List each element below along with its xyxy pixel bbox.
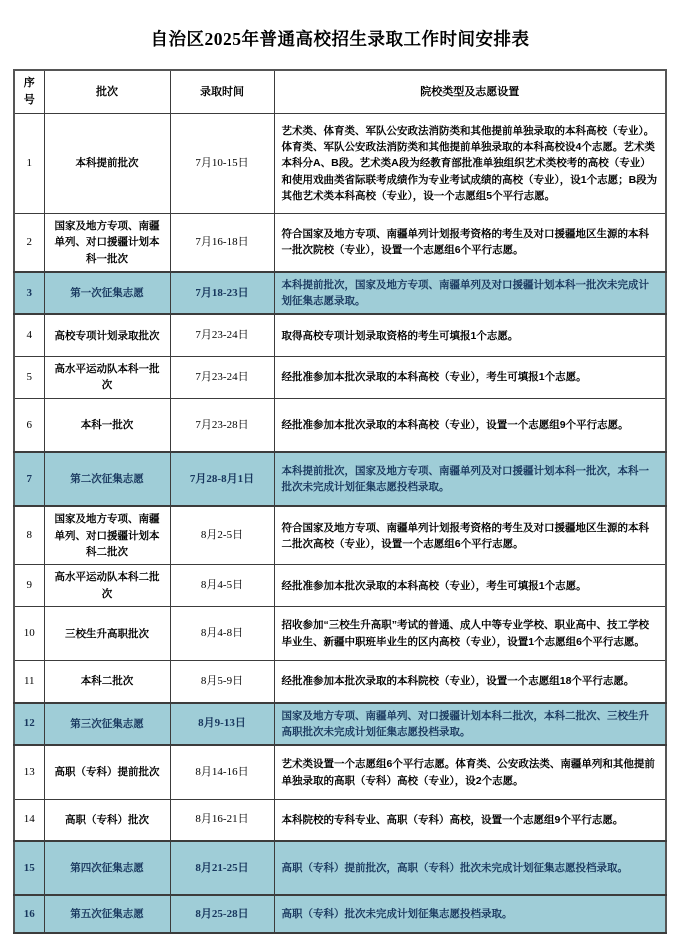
- row-number: 14: [14, 799, 44, 841]
- col-header-batch: 批次: [44, 70, 170, 114]
- batch-name: 三校生升高职批次: [44, 607, 170, 661]
- admission-time: 8月21-25日: [170, 841, 274, 895]
- col-header-type: 院校类型及志愿设置: [274, 70, 666, 114]
- row-number: 12: [14, 703, 44, 746]
- table-row: [14, 506, 666, 564]
- row-number: 1: [14, 114, 44, 214]
- admission-time: 7月18-23日: [170, 272, 274, 315]
- table-row: [14, 356, 666, 398]
- table-row: [14, 565, 666, 607]
- batch-name: 本科一批次: [44, 398, 170, 452]
- batch-name: 国家及地方专项、南疆单列、对口援疆计划本科二批次: [44, 506, 170, 564]
- admission-time: 7月23-24日: [170, 314, 274, 356]
- table-row: [14, 314, 666, 356]
- batch-name: 高职（专科）提前批次: [44, 745, 170, 799]
- row-number: 2: [14, 214, 44, 272]
- admission-time: 7月23-28日: [170, 398, 274, 452]
- batch-description: 经批准参加本批次录取的本科高校（专业），设置一个志愿组9个平行志愿。: [274, 398, 666, 452]
- batch-name: 高职（专科）批次: [44, 799, 170, 841]
- batch-name: 第三次征集志愿: [44, 703, 170, 746]
- table-row: [14, 398, 666, 452]
- batch-description: 艺术类、体育类、军队公安政法消防类和其他提前单独录取的本科高校（专业）。体育类、军队公安政法消防类和其他提前单独录取的本科高校设4个志愿。艺术类本科分A、B段。艺术类A段为经教育部批准单独组织艺术类校考的高校（专业）和使用戏曲类省际联考成绩作为专业考试成绩的高校（专业），设1个志愿；B段为其他艺术类本科高校（专业），设一个志愿组5个平行志愿。: [274, 114, 666, 214]
- table-header-row: [14, 70, 666, 114]
- batch-name: 第二次征集志愿: [44, 452, 170, 506]
- batch-description: 国家及地方专项、南疆单列、对口援疆计划本科二批次，本科二批次、三校生升高职批次未完成计划征集志愿投档录取。: [274, 703, 666, 746]
- col-header-no: 序号: [14, 70, 44, 114]
- col-header-time: 录取时间: [170, 70, 274, 114]
- batch-name: 第五次征集志愿: [44, 895, 170, 933]
- row-number: 8: [14, 506, 44, 564]
- batch-name: 本科提前批次: [44, 114, 170, 214]
- table-row: [14, 799, 666, 841]
- admission-time: 8月9-13日: [170, 703, 274, 746]
- admission-time: 8月25-28日: [170, 895, 274, 933]
- table-row-highlighted: [14, 452, 666, 506]
- admission-time: 8月16-21日: [170, 799, 274, 841]
- batch-name: 本科二批次: [44, 661, 170, 703]
- batch-name: 国家及地方专项、南疆单列、对口援疆计划本科一批次: [44, 214, 170, 272]
- table-row: [14, 745, 666, 799]
- row-number: 10: [14, 607, 44, 661]
- batch-name: 高水平运动队本科一批次: [44, 356, 170, 398]
- batch-description: 高职（专科）批次未完成计划征集志愿投档录取。: [274, 895, 666, 933]
- batch-description: 经批准参加本批次录取的本科院校（专业），设置一个志愿组18个平行志愿。: [274, 661, 666, 703]
- table-row-highlighted: [14, 841, 666, 895]
- admission-time: 8月4-8日: [170, 607, 274, 661]
- batch-description: 符合国家及地方专项、南疆单列计划报考资格的考生及对口援疆地区生源的本科一批次院校（专业），设置一个志愿组6个平行志愿。: [274, 214, 666, 272]
- batch-description: 本科院校的专科专业、高职（专科）高校，设置一个志愿组9个平行志愿。: [274, 799, 666, 841]
- table-row-highlighted: [14, 703, 666, 746]
- table-row-highlighted: [14, 895, 666, 933]
- admission-schedule-table: [13, 69, 667, 934]
- batch-name: 高水平运动队本科二批次: [44, 565, 170, 607]
- batch-description: 本科提前批次，国家及地方专项、南疆单列及对口援疆计划本科一批次未完成计划征集志愿录取。: [274, 272, 666, 315]
- admission-time: 8月4-5日: [170, 565, 274, 607]
- row-number: 9: [14, 565, 44, 607]
- admission-time: 8月2-5日: [170, 506, 274, 564]
- page-title: 自治区2025年普通高校招生录取工作时间安排表: [150, 29, 530, 49]
- table-row: [14, 661, 666, 703]
- admission-time: 7月23-24日: [170, 356, 274, 398]
- admission-time: 8月5-9日: [170, 661, 274, 703]
- admission-time: 8月14-16日: [170, 745, 274, 799]
- row-number: 4: [14, 314, 44, 356]
- table-row: [14, 214, 666, 272]
- batch-description: 艺术类设置一个志愿组6个平行志愿。体育类、公安政法类、南疆单列和其他提前单独录取的高职（专科）高校（专业），设2个志愿。: [274, 745, 666, 799]
- batch-name: 第一次征集志愿: [44, 272, 170, 315]
- row-number: 6: [14, 398, 44, 452]
- batch-name: 第四次征集志愿: [44, 841, 170, 895]
- table-row: [14, 114, 666, 214]
- row-number: 15: [14, 841, 44, 895]
- row-number: 7: [14, 452, 44, 506]
- batch-description: 经批准参加本批次录取的本科高校（专业），考生可填报1个志愿。: [274, 565, 666, 607]
- row-number: 11: [14, 661, 44, 703]
- row-number: 3: [14, 272, 44, 315]
- batch-description: 本科提前批次，国家及地方专项、南疆单列及对口援疆计划本科一批次，本科一批次未完成计划征集志愿投档录取。: [274, 452, 666, 506]
- batch-name: 高校专项计划录取批次: [44, 314, 170, 356]
- row-number: 13: [14, 745, 44, 799]
- admission-time: 7月10-15日: [170, 114, 274, 214]
- table-row-highlighted: [14, 272, 666, 315]
- table-body: [14, 114, 666, 934]
- admission-time: 7月16-18日: [170, 214, 274, 272]
- row-number: 5: [14, 356, 44, 398]
- batch-description: 取得高校专项计划录取资格的考生可填报1个志愿。: [274, 314, 666, 356]
- admission-time: 7月28-8月1日: [170, 452, 274, 506]
- table-row: [14, 607, 666, 661]
- batch-description: 符合国家及地方专项、南疆单列计划报考资格的考生及对口援疆地区生源的本科二批次高校（专业），设置一个志愿组6个平行志愿。: [274, 506, 666, 564]
- batch-description: 经批准参加本批次录取的本科高校（专业），考生可填报1个志愿。: [274, 356, 666, 398]
- batch-description: 招收参加“三校生升高职”考试的普通、成人中等专业学校、职业高中、技工学校毕业生、新疆中职班毕业生的区内高校（专业），设置1个志愿组6个平行志愿。: [274, 607, 666, 661]
- row-number: 16: [14, 895, 44, 933]
- batch-description: 高职（专科）提前批次，高职（专科）批次未完成计划征集志愿投档录取。: [274, 841, 666, 895]
